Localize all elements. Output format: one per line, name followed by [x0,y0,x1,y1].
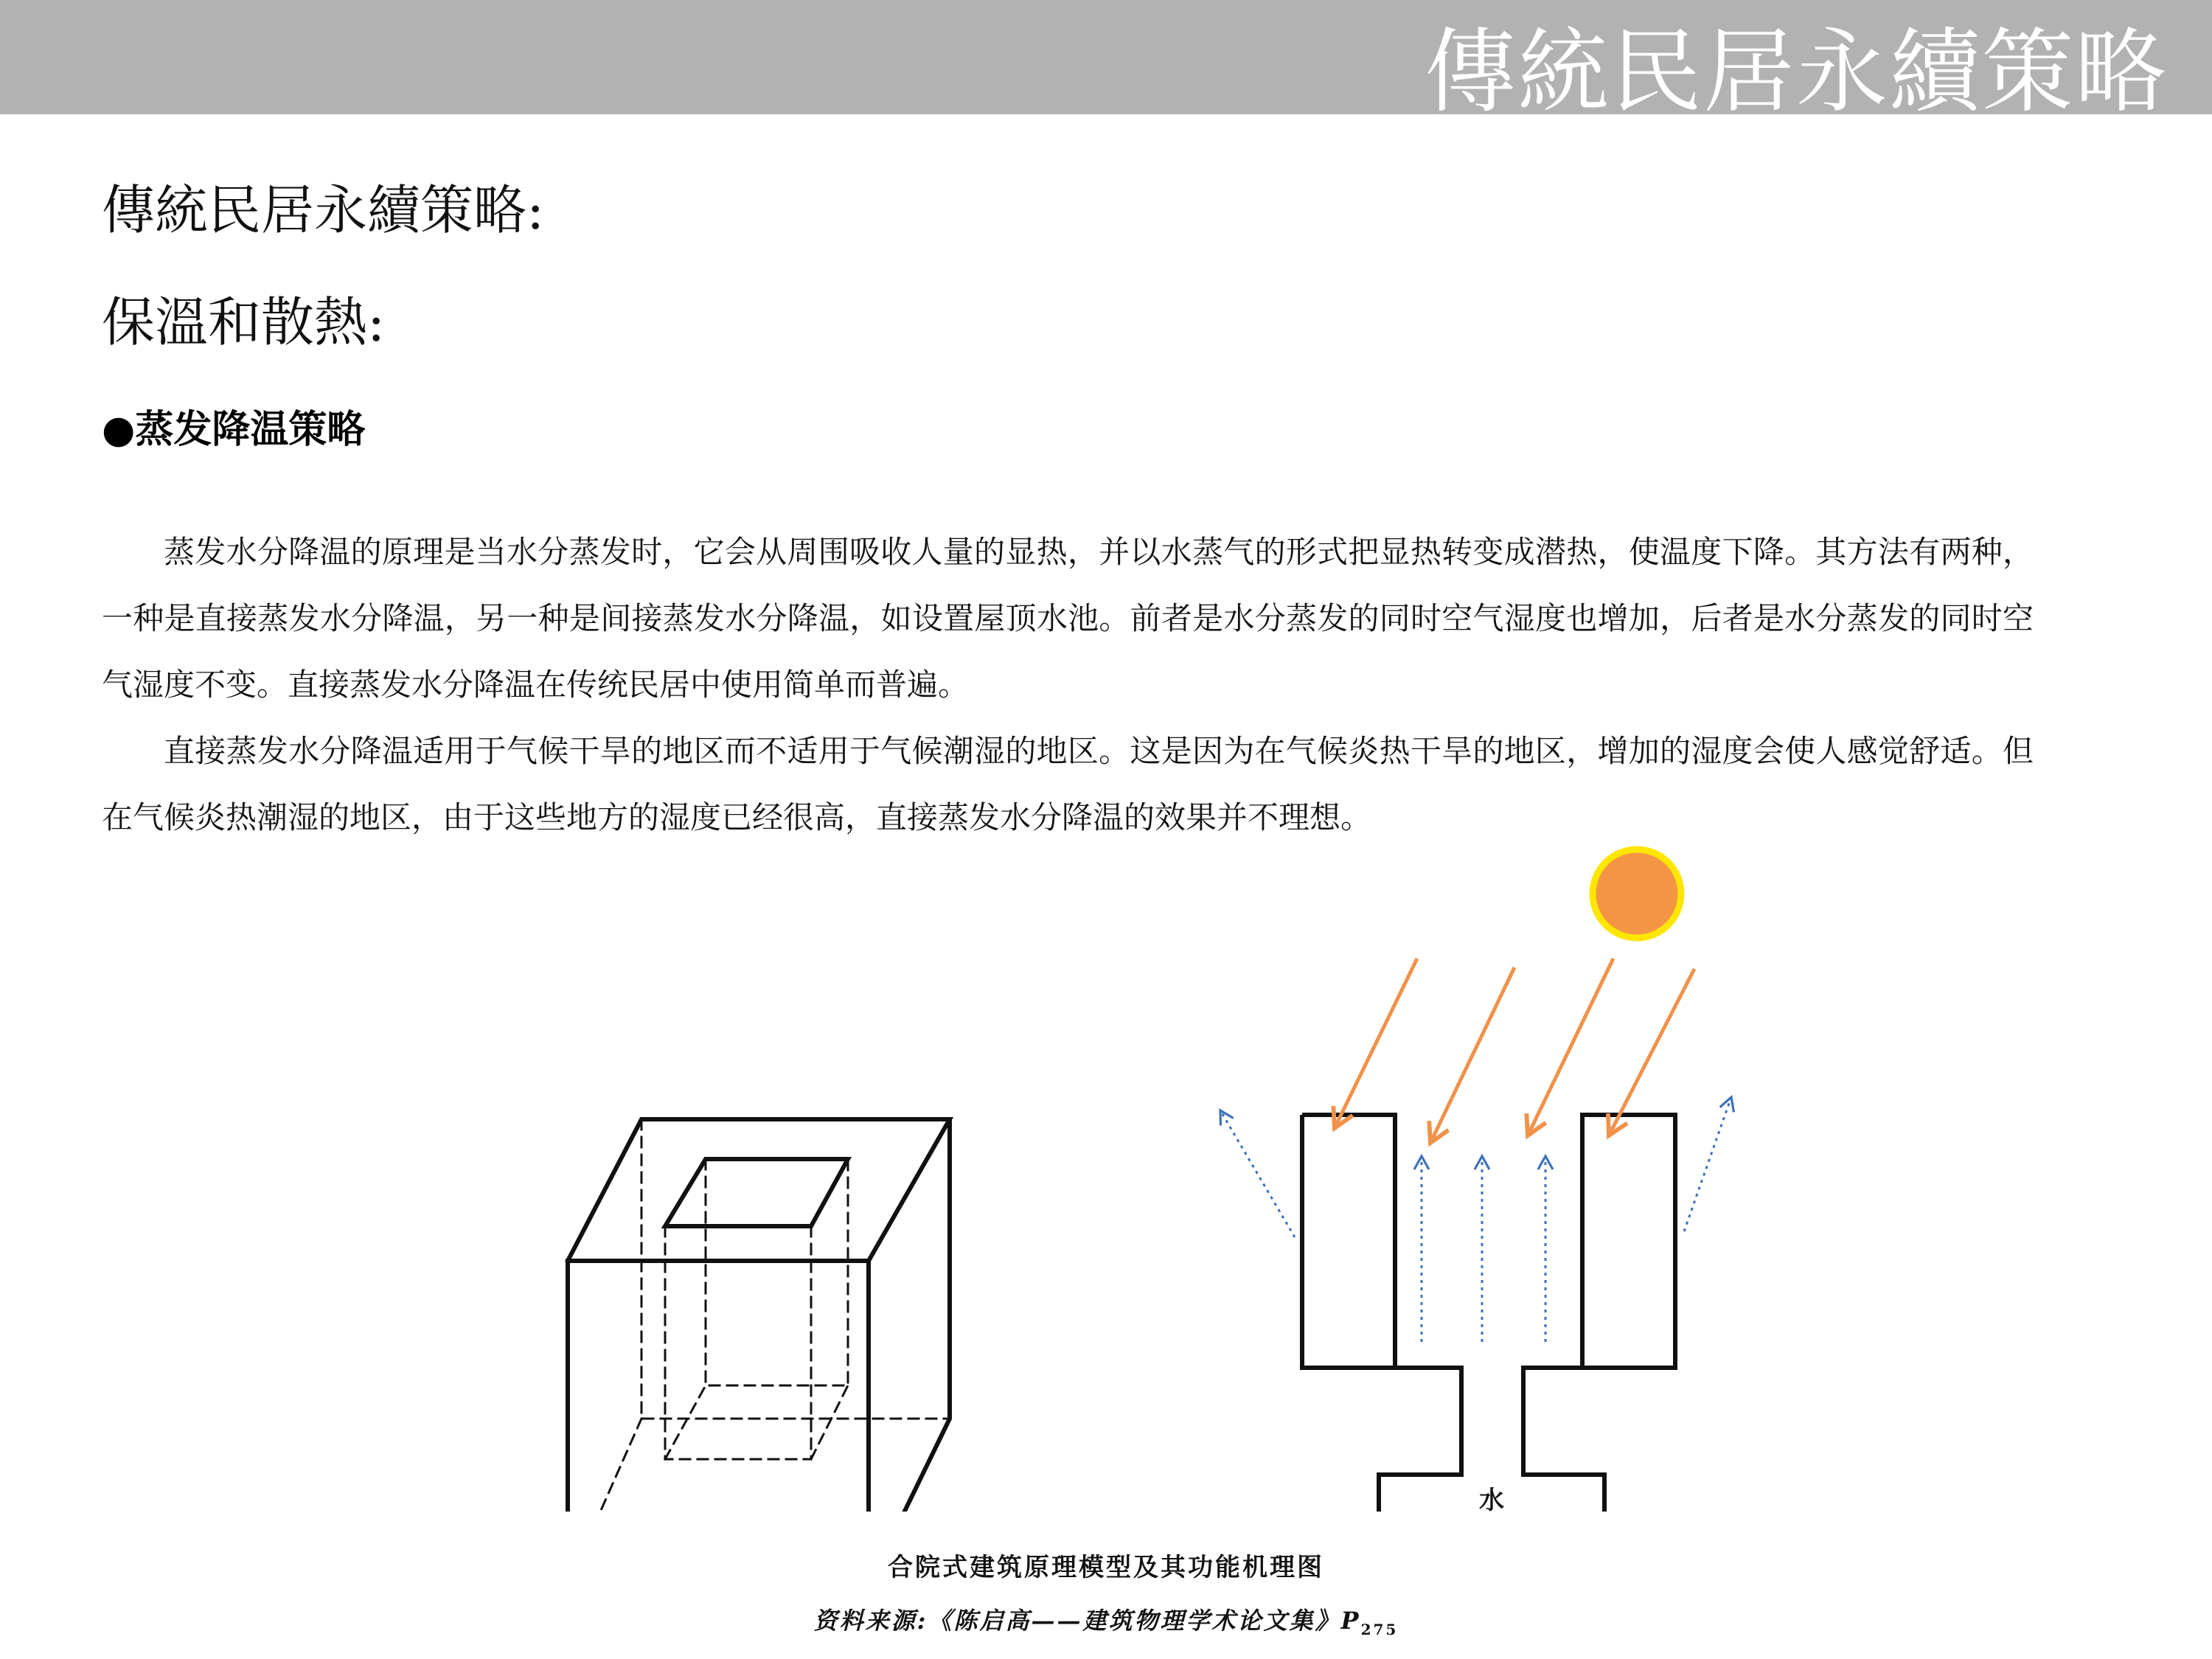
section-outline [1302,1115,1693,1512]
solar-ray-4 [1609,969,1694,1135]
figure-caption-source [0,1603,2212,1647]
main-heading: 傳統民居永續策略: [102,179,545,241]
sun-icon [1593,849,1681,938]
solar-ray-2 [1430,967,1514,1143]
figure-caption-title: 合院式建筑原理模型及其功能机理图 [888,1553,1324,1582]
header-band [0,0,2212,125]
solar-ray-1 [1335,959,1417,1128]
header-title: 傳統民居永續策略 [1424,19,2168,125]
section-diagram [1220,849,1731,1512]
paragraph-2: 直接蒸发水分降温适用于气候干旱的地区而不适用于气候潮湿的地区。这是因为在气候炎热干旱的地区，增加的湿度会使人感觉舒适。但在气候炎热潮湿的地区，由于这些地方的湿度已经很高，直接蒸发水分降温的效果并不理想。 [102,733,2034,835]
water-label: 水 [1479,1486,1504,1512]
caption-source-text: 资料来源:《陈启高——建筑物理学术论文集》P [813,1607,1361,1635]
airflow-arrows [1220,1097,1731,1342]
airflow-right-out [1684,1097,1731,1231]
airflow-left-out [1220,1110,1295,1237]
courtyard-diagram [516,833,1770,1512]
body-text [102,519,2034,851]
solar-ray-3 [1528,959,1613,1135]
bullet-heading: ●蒸发降温策略 [102,408,366,452]
paragraph-1: 蒸发水分降温的原理是当水分蒸发时，它会从周围吸收人量的显热，并以水蒸气的形式把显热转变成潜热，使温度下降。其方法有两种，一种是直接蒸发水分降温，另一种是间接蒸发水分降温，如设置屋顶水池。前者是水分蒸发的同时空气湿度也增加，后者是水分蒸发的同时空气湿度不变。直接蒸发水分降温在传统民居中使用简单而普遍。 [102,534,2034,703]
sub-heading: 保溫和散熱: [102,291,386,353]
caption-page-number: 275 [1360,1621,1399,1638]
courtyard-model [568,1119,950,1512]
